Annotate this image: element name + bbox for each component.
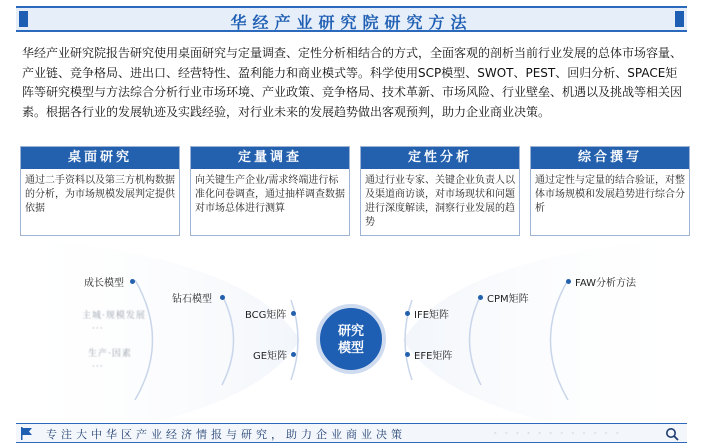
method-title: 综合撰写	[531, 147, 689, 169]
model-growth: 成长模型	[84, 278, 124, 289]
center-research-model	[316, 304, 386, 374]
blurred-label: ···	[92, 324, 104, 334]
model-faw: FAW分析方法	[575, 278, 637, 289]
method-title: 定性分析	[361, 147, 519, 169]
footer-blurred-text: · · · · · · · · · · · ·	[494, 429, 622, 438]
footer-bar	[16, 423, 687, 443]
blurred-label: 生产·因素	[88, 349, 132, 359]
node-dot	[566, 279, 571, 284]
flag-icon	[20, 427, 34, 440]
model-ge: GE矩阵	[253, 351, 288, 362]
node-dot	[291, 311, 296, 316]
method-desc: 通过二手资料以及第三方机构数据的分析，为市场规模发展判定提供依据	[25, 175, 175, 214]
node-dot	[405, 352, 410, 357]
method-desc: 向关键生产企业/需求终端进行标准化问卷调查，通过抽样调查数据对市场总体进行测算	[195, 175, 345, 214]
method-box-synthesis	[530, 146, 690, 236]
title-corner-right	[675, 11, 684, 27]
model-cpm: CPM矩阵	[487, 294, 529, 305]
intro-paragraph: 华经产业研究院报告研究使用桌面研究与定量调查、定性分析相结合的方式，全面客观的剖析当前行业发展的总体市场容量、产业链、竞争格局、进出口、经营特性、盈利能力和商业模式等。科学使用SCP模型、SWOT、PEST、回归分析、SPACE矩阵等研究模型与方法综合分析行业市场环境、产业政策、竞争格局、技术革新、市场风险、行业壁垒、机遇以及挑战等相关因素。根据各行业的发展轨迹及实践经验，对行业未来的发展趋势做出客观预判，助力企业商业决策。	[22, 46, 683, 119]
method-title: 桌面研究	[21, 147, 179, 169]
model-diamond: 钻石模型	[172, 294, 212, 305]
node-dot	[220, 295, 225, 300]
node-dot	[405, 311, 410, 316]
research-model-diagram	[0, 240, 703, 420]
search-icon[interactable]	[665, 427, 679, 441]
model-efe: EFE矩阵	[414, 351, 453, 362]
blurred-label: ···	[92, 362, 104, 372]
page-title: 华经产业研究院研究方法	[230, 13, 473, 32]
model-ife: IFE矩阵	[414, 310, 450, 321]
node-dot	[291, 352, 296, 357]
title-bar	[16, 6, 687, 32]
blurred-label: 主城·规模发展	[82, 311, 146, 321]
left-fan	[0, 240, 300, 420]
method-title: 定量调查	[191, 147, 349, 169]
node-dot	[130, 279, 135, 284]
center-line2: 模型	[337, 341, 364, 356]
method-box-qualitative	[360, 146, 520, 236]
method-box-desk-research	[20, 146, 180, 236]
method-desc: 通过行业专家、关键企业负责人以及渠道商访谈，对市场现状和问题进行深度解读，洞察行业发展的趋势	[365, 175, 515, 228]
model-bcg: BCG矩阵	[245, 310, 287, 321]
method-desc: 通过定性与定量的结合验证，对整体市场规模和发展趋势进行综合分析	[535, 175, 685, 214]
center-line1: 研究	[337, 324, 364, 339]
method-box-quantitative	[190, 146, 350, 236]
right-fan	[403, 240, 703, 420]
node-dot	[478, 295, 483, 300]
footer-slogan: 专注大中华区产业经济情报与研究，助力企业商业决策	[46, 428, 406, 441]
